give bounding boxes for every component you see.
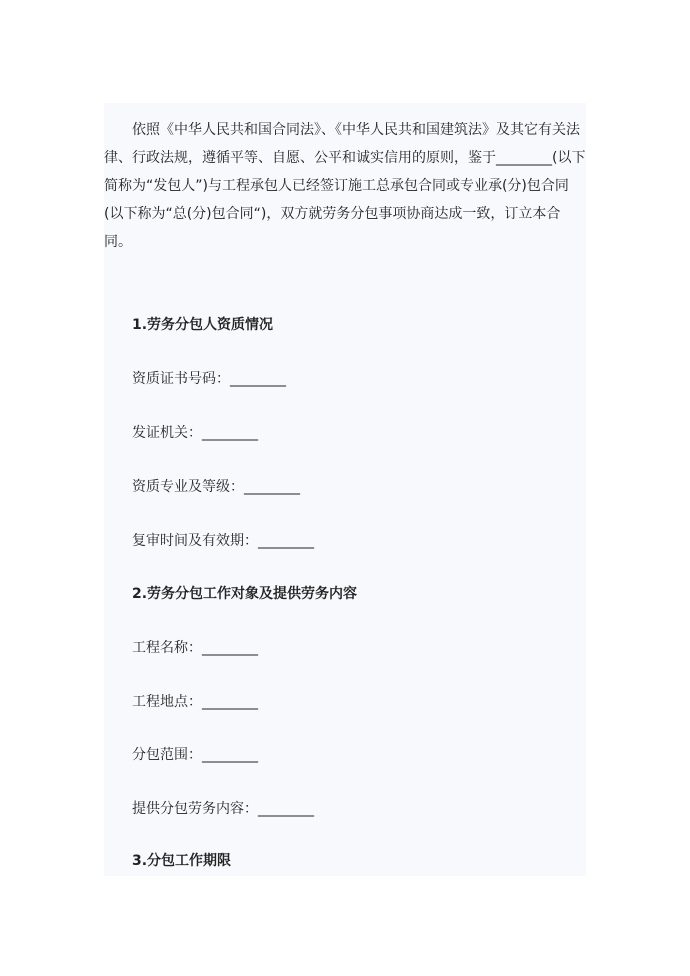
labor-service-content: 提供分包劳务内容：________ <box>132 801 314 817</box>
intro-paragraph: 依照《中华人民共和国合同法》、《中华人民共和国建筑法》及其它有关法律、行政法规，遵循平等、自愿、公平和诚实信用的原则，鉴于________(以下简称为“发包人”)与工程承包人已经签订施工总承包合同或专业承(分)包合同(以下称为“总(分)包合同“)，双方就劳务分包事项协商达成一致，订立本合同。 <box>104 122 586 250</box>
review-time-validity: 复审时间及有效期：________ <box>132 533 314 549</box>
section-1-heading: 1.劳务分包人资质情况 <box>132 317 274 333</box>
qualification-specialty-grade: 资质专业及等级：________ <box>132 479 300 495</box>
section-2-heading: 2.劳务分包工作对象及提供劳务内容 <box>132 586 358 602</box>
project-name: 工程名称：________ <box>132 640 258 656</box>
section-3-heading: 3.分包工作期限 <box>132 853 232 869</box>
project-location: 工程地点：________ <box>132 694 258 710</box>
subcontract-scope: 分包范围：________ <box>132 747 258 763</box>
qualification-certificate-number: 资质证书号码：________ <box>132 371 286 387</box>
issuing-authority: 发证机关：________ <box>132 425 258 441</box>
